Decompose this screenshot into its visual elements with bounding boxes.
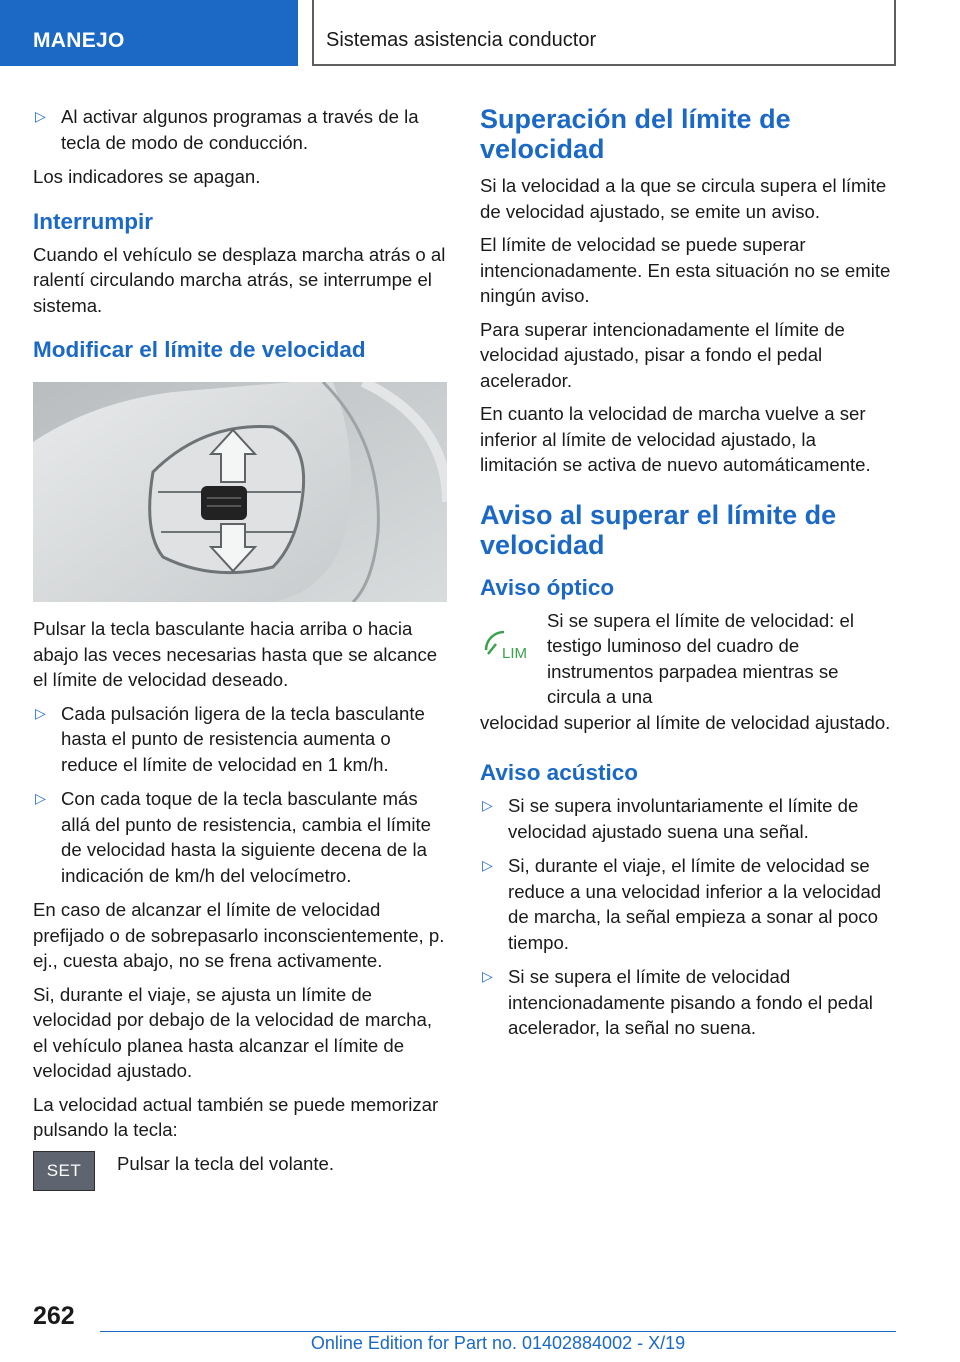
- paragraph: En cuanto la velocidad de marcha vuelve a ser inferior al límite de velocidad ajustado, la limitación se activa de nuevo automáticamente.: [480, 403, 871, 475]
- set-button-icon: SET: [33, 1151, 95, 1191]
- list-item: ▷ Cada pulsación ligera de la tecla basculante hasta el punto de resistencia aumenta o reduce el límite de velocidad en 1 km/h.: [35, 702, 425, 775]
- footer-edition: Online Edition for Part no. 01402884002 - X/19: [310, 1333, 686, 1353]
- bullet-triangle-icon: ▷: [35, 790, 46, 806]
- heading-optico: Aviso óptico: [480, 574, 615, 600]
- left-column: [33, 104, 447, 1213]
- bullet-triangle-icon: ▷: [35, 108, 46, 124]
- heading-acustico: Aviso acústico: [480, 760, 638, 785]
- svg-text:LIM: LIM: [502, 644, 528, 662]
- bullet-triangle-icon: ▷: [482, 857, 493, 873]
- bullet-triangle-icon: ▷: [482, 968, 493, 984]
- page-header: [0, 0, 960, 66]
- speed-limiter-icon: [480, 624, 538, 664]
- footer-divider: [100, 1331, 896, 1332]
- set-instruction-text: Pulsar la tecla del volante.: [117, 1152, 335, 1174]
- heading-superacion: Superación del límite de velocidad: [480, 104, 791, 164]
- page-number: 262: [33, 1302, 75, 1330]
- lim-warning: [480, 608, 896, 736]
- right-column: [480, 104, 896, 1050]
- paragraph: El límite de velocidad se puede superar intencionadamente. En esta situación no se emite ningún aviso.: [480, 234, 891, 306]
- list-item: ▷ Si se supera involuntariamente el límite de velocidad ajustado suena una señal.: [482, 795, 859, 842]
- chapter-title: Sistemas asistencia conductor: [312, 0, 896, 66]
- paragraph: Los indicadores se apagan.: [33, 166, 261, 187]
- paragraph: La velocidad actual también se puede memorizar pulsando la tecla:: [33, 1093, 439, 1140]
- list-item: ▷ Si, durante el viaje, el límite de velocidad se reduce a una velocidad inferior a la velocidad de marcha, la señal empieza a sonar al poco tiempo.: [482, 855, 882, 953]
- list-item: ▷ Con cada toque de la tecla basculante más allá del punto de resistencia, cambia el límite de velocidad hasta la siguiente decena de la indicación de km/h del velocímetro.: [35, 788, 432, 886]
- list-item: ▷ Si se supera el límite de velocidad intencionadamente pisando a fondo el pedal acelerador, la señal no suena.: [482, 966, 873, 1038]
- paragraph: Si la velocidad a la que se circula supera el límite de velocidad ajustado, se emite un aviso.: [480, 175, 887, 222]
- bullet-triangle-icon: ▷: [35, 704, 46, 721]
- set-instruction: [33, 1151, 447, 1213]
- bullet-triangle-icon: ▷: [482, 797, 493, 813]
- heading-interrumpir: Interrumpir: [33, 208, 154, 234]
- section-tab: MANEJO: [0, 0, 298, 66]
- lim-text-continued: velocidad superior al límite de velocidad ajustado.: [480, 711, 891, 733]
- paragraph: Cuando el vehículo se desplaza marcha atrás o al ralentí circulando marcha atrás, se interrumpe el sistema.: [33, 243, 446, 316]
- paragraph: En caso de alcanzar el límite de velocidad prefijado o de sobrepasarlo inconscientemente, p. ej., cuesta abajo, no se frena activamente.: [33, 899, 445, 971]
- lim-text-indented: Si se supera el límite de velocidad: el testigo luminoso del cuadro de instrumentos parpadea mientras se circula a una: [547, 609, 854, 707]
- heading-modificar: Modificar el límite de velocidad: [33, 337, 366, 362]
- paragraph: Para superar intencionadamente el límite de velocidad ajustado, pisar a fondo el pedal acelerador.: [480, 318, 845, 391]
- steering-wheel-rocker-photo: [33, 382, 447, 602]
- paragraph: Si, durante el viaje, se ajusta un límite de velocidad por debajo de la velocidad de marcha, el vehículo planea hasta alcanzar el límite de velocidad ajustado.: [33, 983, 432, 1081]
- heading-aviso: Aviso al superar el límite de velocidad: [480, 499, 837, 560]
- paragraph: Pulsar la tecla basculante hacia arriba o hacia abajo las veces necesarias hasta que se alcance el límite de velocidad deseado.: [33, 618, 438, 690]
- list-item: ▷ Al activar algunos programas a través de la tecla de modo de conducción.: [35, 106, 419, 153]
